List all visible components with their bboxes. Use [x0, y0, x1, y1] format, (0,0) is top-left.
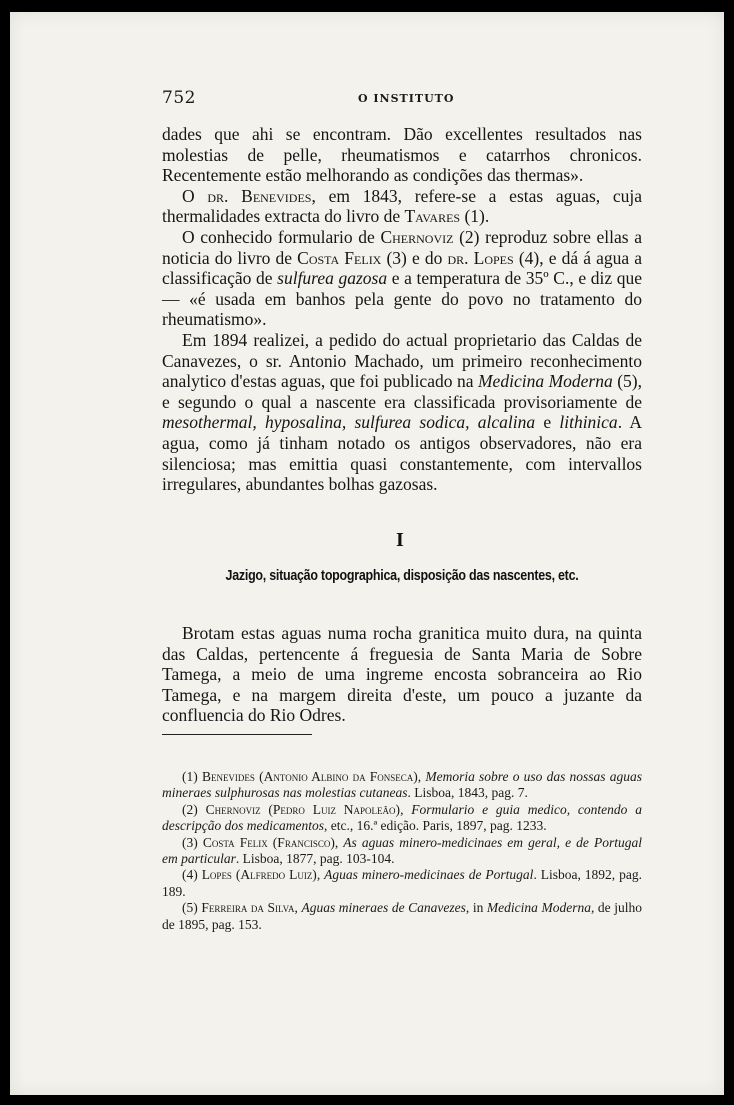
- author-name: Benevides: [241, 185, 312, 206]
- classification-term: mesothermal, hyposalina, sulfurea sodica, alcalina: [162, 412, 536, 433]
- footnote-number: (4): [182, 867, 202, 883]
- text-run: . Lisboa, 1877, pag. 103-104.: [235, 851, 395, 867]
- text-run: ,: [294, 900, 302, 916]
- text-run: e a temperatura de 35º C., e diz que — «é usada em banhos pela gente do povo no tratamento do rheumatismo».: [162, 268, 642, 330]
- footnote-number: (1): [182, 769, 202, 784]
- classification-term: sulfurea gazosa: [277, 268, 388, 289]
- text-run: (4), e dá á agua a classificação de: [162, 247, 642, 289]
- text-run: ,: [316, 867, 325, 883]
- running-head: O INSTITUTO: [358, 92, 455, 105]
- text-run: O: [182, 185, 208, 206]
- footnote: [162, 900, 642, 933]
- title-abbr: dr.: [447, 247, 469, 268]
- footnote-author: Ferreira da Silva: [201, 900, 295, 916]
- journal-title: Medicina Moderna: [477, 371, 613, 392]
- main-text: [162, 124, 642, 495]
- text-run: (1).: [460, 206, 490, 227]
- text-run: (2) reproduz sobre ellas a noticia do livro de: [162, 226, 643, 268]
- footnote: [162, 802, 642, 835]
- text-run: ,: [334, 834, 344, 850]
- footnote-number: (2): [182, 801, 206, 817]
- footnote-title: Memoria sobre o uso das nossas aguas mineraes sulphurosas nas molestias cutaneas: [162, 769, 643, 801]
- title-abbr: dr.: [207, 185, 229, 206]
- footnote: [162, 835, 642, 868]
- text-run: ,: [417, 769, 426, 784]
- paragraph: [162, 186, 642, 227]
- paragraph: [162, 124, 642, 186]
- classification-term: lithinica: [559, 412, 618, 433]
- text-run: de julho de 1895, pag. 153.: [162, 900, 642, 932]
- section-text: [162, 623, 642, 726]
- paragraph-text: dades que ahi se encontram. Dão excellentes resultados nas molestias de pelle, rheumatismos e catarrhos chronicos. Recentemente estão melhorando as condições das thermas».: [162, 124, 642, 186]
- author-name: Chernoviz: [380, 226, 454, 247]
- text-run: (3) e do: [381, 247, 448, 268]
- text-run: O conhecido formulario de: [182, 226, 381, 247]
- footnote-author: Benevides (Antonio Albino da Fonseca): [201, 769, 418, 784]
- scanned-page: [10, 12, 724, 1095]
- author-name: Lopes: [473, 247, 514, 268]
- footnote-number: (3): [182, 834, 203, 850]
- text-run: . Lisboa, 1892, pag. 189.: [162, 867, 642, 899]
- text-run: ,: [400, 801, 412, 817]
- footnote-author: Costa Felix (Francisco): [202, 834, 335, 850]
- footnote-title: Aguas minero-medicinaes de Portugal: [324, 867, 534, 883]
- section-numeral: I: [396, 529, 404, 551]
- text-run: e: [535, 412, 560, 433]
- section-title: Jazigo, situação topographica, disposição das nascentes, etc.: [225, 568, 579, 584]
- text-run: Em 1894 realizei, a pedido do actual proprietario das Caldas de Canavezes, o sr. Antonio Machado, um primeiro reconhecimento analytico d'estas aguas, que foi publicado na: [162, 329, 642, 392]
- paragraph: [162, 227, 642, 330]
- text-run: . Lisboa, 1843, pag. 7.: [407, 785, 528, 801]
- footnote-title: As aguas minero-medicinaes em geral, e de Portugal em particular: [162, 834, 643, 867]
- footnotes: [162, 769, 642, 933]
- author-name: Tavares: [404, 206, 461, 227]
- page-number: 752: [162, 88, 196, 108]
- author-name: Costa Felix: [297, 247, 382, 268]
- footnote-title: Aguas mineraes de Canavezes: [301, 900, 466, 916]
- text-run: , etc., 16.ª edição. Paris, 1897, pag. 1233.: [323, 818, 547, 834]
- text-run: , em 1843, refere-se a estas aguas, cuja thermalidades extracta do livro de: [162, 185, 642, 227]
- footnote: [162, 769, 642, 802]
- footnote-author: Lopes (Alfredo Luiz): [201, 867, 317, 883]
- paragraph: Brotam estas aguas numa rocha granitica muito dura, na quinta das Caldas, pertencente á freguesia de Santa Maria de Sobre Tamega, a meio de uma ingreme encosta sobranceira ao Rio Tamega, e na margem direita d'este, um pouco a juzante da confluencia do Rio Odres.: [162, 623, 642, 726]
- page-header: [162, 86, 582, 110]
- footnote-number: (5): [182, 900, 202, 916]
- footnote: [162, 867, 642, 900]
- footnote-divider: [162, 734, 312, 735]
- text-run: . A agua, como já tinham notado os antigos observadores, não era silenciosa; mas emittia quasi constantemente, com intervallos irregulares, abundantes bolhas gazosas.: [162, 412, 642, 495]
- text-run: , in: [465, 900, 487, 916]
- footnote-author: Chernoviz (Pedro Luiz Napoleão): [205, 801, 401, 817]
- footnote-title: Formulario e guia medico, contendo a descripção dos medicamentos: [162, 801, 642, 834]
- paragraph: [162, 330, 642, 495]
- text-run: [228, 186, 241, 206]
- text-run: (5), e segundo o qual a nascente era classificada provisoriamente de: [162, 371, 643, 412]
- journal-title: Medicina Moderna,: [486, 900, 595, 916]
